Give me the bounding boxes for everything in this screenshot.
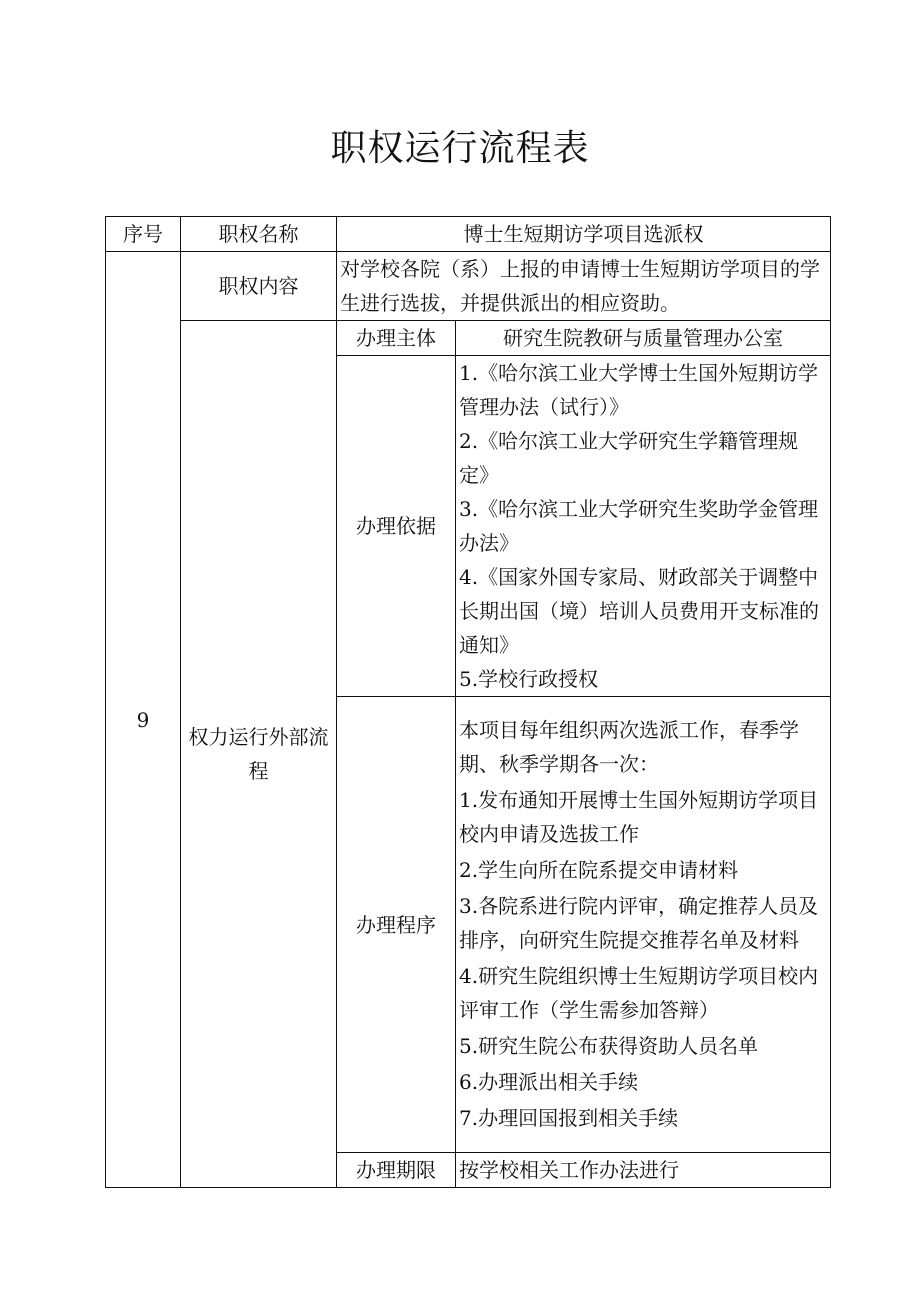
basis-item: 5.学校行政授权	[459, 667, 599, 691]
procedure-step: 1.发布通知开展博士生国外短期访学项目校内申请及选拔工作	[459, 787, 819, 846]
subject-label: 办理主体	[337, 321, 456, 356]
power-flow-table	[105, 216, 831, 1188]
basis-item: 2.《哈尔滨工业大学研究生学籍管理规定》	[459, 429, 799, 487]
seq-value: 9	[106, 252, 181, 1188]
basis-label: 办理依据	[337, 356, 456, 697]
procedure-intro: 本项目每年组织两次选派工作，春季学期、秋季学期各一次：	[459, 717, 799, 776]
procedure-step: 7.办理回国报到相关手续	[459, 1105, 679, 1130]
procedure-label: 办理程序	[337, 697, 456, 1153]
procedure-step: 3.各院系进行院内评审，确定推荐人员及排序，向研究生院提交推荐名单及材料	[459, 893, 819, 952]
power-content-label: 职权内容	[181, 252, 337, 321]
power-content-value: 对学校各院（系）上报的申请博士生短期访学项目的学生进行选拔，并提供派出的相应资助。	[337, 252, 831, 321]
procedure-step: 5.研究生院公布获得资助人员名单	[459, 1033, 759, 1058]
basis-item: 3.《哈尔滨工业大学研究生奖助学金管理办法》	[459, 497, 819, 555]
procedure-list	[456, 697, 831, 1153]
procedure-step: 2.学生向所在院系提交申请材料	[459, 857, 739, 882]
basis-item: 1.《哈尔滨工业大学博士生国外短期访学管理办法（试行）》	[459, 361, 819, 419]
power-content-row	[106, 252, 831, 321]
deadline-value: 按学校相关工作办法进行	[456, 1153, 831, 1188]
deadline-label: 办理期限	[337, 1153, 456, 1188]
external-process-label: 权力运行外部流程	[181, 321, 337, 1188]
procedure-step: 6.办理派出相关手续	[459, 1069, 639, 1094]
page-title: 职权运行流程表	[330, 128, 590, 169]
subject-value: 研究生院教研与质量管理办公室	[456, 321, 831, 356]
procedure-step: 4.研究生院组织博士生短期访学项目校内评审工作（学生需参加答辩）	[459, 963, 819, 1022]
power-name-value: 博士生短期访学项目选派权	[337, 217, 831, 252]
header-power-name: 职权名称	[181, 217, 337, 252]
subject-row	[106, 321, 831, 356]
header-row	[106, 217, 831, 252]
basis-item: 4.《国家外国专家局、财政部关于调整中长期出国（境）培训人员费用开支标准的通知》	[459, 565, 819, 657]
basis-list	[456, 356, 831, 697]
header-seq: 序号	[106, 217, 181, 252]
